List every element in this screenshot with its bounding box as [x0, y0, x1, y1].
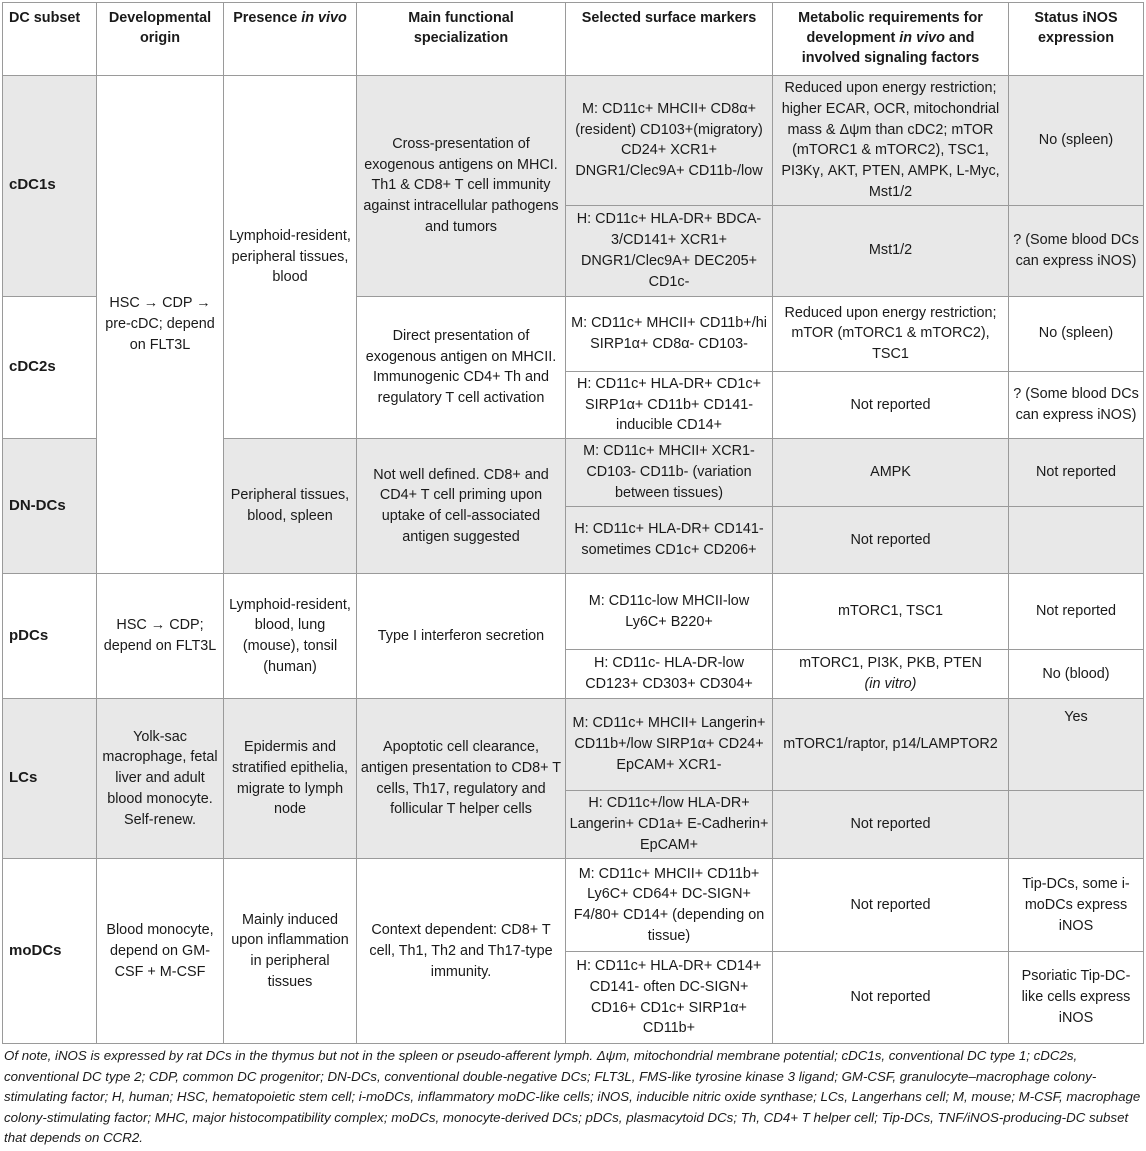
- header-presence-text: Presence: [233, 10, 302, 26]
- origin-pdc: HSC → CDP; depend on FLT3L: [97, 574, 224, 699]
- table-footnote: Of note, iNOS is expressed by rat DCs in the thymus but not in the spleen or pseudo-afferent lymph. Δψm, mitochondrial membrane potential; cDC1s, conventional DC type 1; cDC2s, conventional DC type 2; CDP, common DC progenitor; DN-DCs, conventional double-negative DCs; FLT3L, FMS-like tyrosine kinase 3 ligand; GM-CSF, granulocyte–macrophage colony-stimulating factor; H, human; HSC, hematopoietic stem cell; i-moDCs, inflammatory moDC-like cells; iNOS, inducible nitric oxide synthase; LCs, Langerhans cell; M, mouse; M-CSF, macrophage colony-stimulating factor; MHC, major histocompatibility complex; moDCs, monocyte-derived DCs; pDCs, plasmacytoid DCs; Th, CD4+ T helper cell; Tip-DCs, TNF/iNOS-producing-DC subset that depends on CCR2.: [4, 1048, 1141, 1146]
- function-pdc: Type I interferon secretion: [357, 574, 566, 699]
- subset-cdc2: cDC2s: [3, 296, 97, 438]
- header-inos: Status iNOS expression: [1009, 3, 1144, 76]
- header-metabolic-italic: in vivo: [899, 30, 945, 46]
- inos-modc-mouse: Tip-DCs, some i-moDCs express iNOS: [1009, 859, 1144, 952]
- metabolic-pdc-mouse: mTORC1, TSC1: [773, 574, 1009, 650]
- header-origin: Developmental origin: [97, 3, 224, 76]
- metabolic-cdc1-mouse: Reduced upon energy restriction; higher ECAR, OCR, mitochondrial mass & Δψm than cDC2; mTOR (mTORC1 & mTORC2), TSC1, PI3Kγ, AKT, PTEN, AMPK, L-Myc, Mst1/2: [773, 76, 1009, 206]
- dc-subsets-table: [2, 2, 1144, 1044]
- presence-dn: Peripheral tissues, blood, spleen: [224, 439, 357, 574]
- metabolic-cdc2-human: Not reported: [773, 371, 1009, 438]
- markers-lc-human: H: CD11c+/low HLA-DR+ Langerin+ CD1a+ E-Cadherin+ EpCAM+: [566, 791, 773, 859]
- header-presence: [224, 3, 357, 76]
- metabolic-pdc-human-note: (in vitro): [864, 676, 917, 693]
- header-metabolic: [773, 3, 1009, 76]
- subset-dn: DN-DCs: [3, 439, 97, 574]
- markers-cdc1-human: H: CD11c+ HLA-DR+ BDCA-3/CD141+ XCR1+ DNGR1/Clec9A+ DEC205+ CD1c-: [566, 205, 773, 296]
- presence-lymphoid: Lymphoid-resident, peripheral tissues, blood: [224, 76, 357, 439]
- markers-dn-mouse: M: CD11c+ MHCII+ XCR1- CD103- CD11b- (variation between tissues): [566, 439, 773, 507]
- inos-lc-mouse: Yes: [1009, 699, 1144, 791]
- table-row: [3, 76, 1144, 206]
- inos-cdc2-mouse: No (spleen): [1009, 296, 1144, 371]
- markers-lc-mouse: M: CD11c+ MHCII+ Langerin+ CD11b+/low SIRP1α+ CD24+ EpCAM+ XCR1-: [566, 699, 773, 791]
- table-row: [3, 699, 1144, 791]
- origin-cdc: HSC → CDP → pre-cDC; depend on FLT3L: [97, 76, 224, 574]
- function-lc: Apoptotic cell clearance, antigen presentation to CD8+ T cells, Th17, regulatory and follicular T helper cells: [357, 699, 566, 859]
- metabolic-dn-human: Not reported: [773, 507, 1009, 574]
- markers-cdc2-human: H: CD11c+ HLA-DR+ CD1c+ SIRP1α+ CD11b+ CD141- inducible CD14+: [566, 371, 773, 438]
- function-cdc1: Cross-presentation of exogenous antigens on MHCI. Th1 & CD8+ T cell immunity against intracellular pathogens and tumors: [357, 76, 566, 297]
- inos-cdc1-human: ? (Some blood DCs can express iNOS): [1009, 205, 1144, 296]
- function-dn: Not well defined. CD8+ and CD4+ T cell priming upon uptake of cell-associated antigen suggested: [357, 439, 566, 574]
- inos-modc-human: Psoriatic Tip-DC-like cells express iNOS: [1009, 952, 1144, 1044]
- subset-modc: moDCs: [3, 859, 97, 1044]
- metabolic-cdc2-mouse: Reduced upon energy restriction; mTOR (mTORC1 & mTORC2), TSC1: [773, 296, 1009, 371]
- markers-cdc2-mouse: M: CD11c+ MHCII+ CD11b+/hi SIRP1α+ CD8α- CD103-: [566, 296, 773, 371]
- header-function: Main functional specialization: [357, 3, 566, 76]
- markers-pdc-human: H: CD11c- HLA-DR-low CD123+ CD303+ CD304+: [566, 650, 773, 699]
- metabolic-pdc-human: [773, 650, 1009, 699]
- metabolic-pdc-human-text: mTORC1, PI3K, PKB, PTEN: [799, 655, 982, 672]
- markers-pdc-mouse: M: CD11c-low MHCII-low Ly6C+ B220+: [566, 574, 773, 650]
- table-row: [3, 574, 1144, 650]
- presence-lc: Epidermis and stratified epithelia, migrate to lymph node: [224, 699, 357, 859]
- metabolic-lc-human: Not reported: [773, 791, 1009, 859]
- header-markers: Selected surface markers: [566, 3, 773, 76]
- presence-modc: Mainly induced upon inflammation in peripheral tissues: [224, 859, 357, 1044]
- metabolic-modc-human: Not reported: [773, 952, 1009, 1044]
- header-row: [3, 3, 1144, 76]
- markers-dn-human: H: CD11c+ HLA-DR+ CD141- sometimes CD1c+ CD206+: [566, 507, 773, 574]
- inos-cdc2-human: ? (Some blood DCs can express iNOS): [1009, 371, 1144, 438]
- metabolic-modc-mouse: Not reported: [773, 859, 1009, 952]
- subset-lc: LCs: [3, 699, 97, 859]
- presence-pdc: Lymphoid-resident, blood, lung (mouse), tonsil (human): [224, 574, 357, 699]
- markers-cdc1-mouse: M: CD11c+ MHCII+ CD8α+(resident) CD103+(migratory) CD24+ XCR1+ DNGR1/Clec9A+ CD11b-/low: [566, 76, 773, 206]
- function-modc: Context dependent: CD8+ T cell, Th1, Th2 and Th17-type immunity.: [357, 859, 566, 1044]
- inos-dn-mouse: Not reported: [1009, 439, 1144, 507]
- markers-modc-human: H: CD11c+ HLA-DR+ CD14+ CD141- often DC-SIGN+ CD16+ CD1c+ SIRP1α+ CD11b+: [566, 952, 773, 1044]
- inos-dn-human: [1009, 507, 1144, 574]
- table-row: [3, 859, 1144, 952]
- header-presence-italic: in vivo: [301, 10, 347, 26]
- header-metabolic-text-2: and involved signaling factors: [801, 30, 980, 66]
- metabolic-lc-mouse: mTORC1/raptor, p14/LAMPTOR2: [773, 699, 1009, 791]
- header-metabolic-text: Metabolic requirements for development: [798, 10, 983, 46]
- inos-lc-human: [1009, 791, 1144, 859]
- metabolic-dn-mouse: AMPK: [773, 439, 1009, 507]
- inos-pdc-mouse: Not reported: [1009, 574, 1144, 650]
- metabolic-cdc1-human: Mst1/2: [773, 205, 1009, 296]
- subset-cdc1: cDC1s: [3, 76, 97, 297]
- subset-pdc: pDCs: [3, 574, 97, 699]
- origin-lc: Yolk-sac macrophage, fetal liver and adult blood monocyte. Self-renew.: [97, 699, 224, 859]
- header-subset: DC subset: [3, 3, 97, 76]
- origin-modc: Blood monocyte, depend on GM-CSF + M-CSF: [97, 859, 224, 1044]
- inos-pdc-human: No (blood): [1009, 650, 1144, 699]
- inos-cdc1-mouse: No (spleen): [1009, 76, 1144, 206]
- markers-modc-mouse: M: CD11c+ MHCII+ CD11b+ Ly6C+ CD64+ DC-SIGN+ F4/80+ CD14+ (depending on tissue): [566, 859, 773, 952]
- function-cdc2: Direct presentation of exogenous antigen on MHCII. Immunogenic CD4+ Th and regulatory T cell activation: [357, 296, 566, 438]
